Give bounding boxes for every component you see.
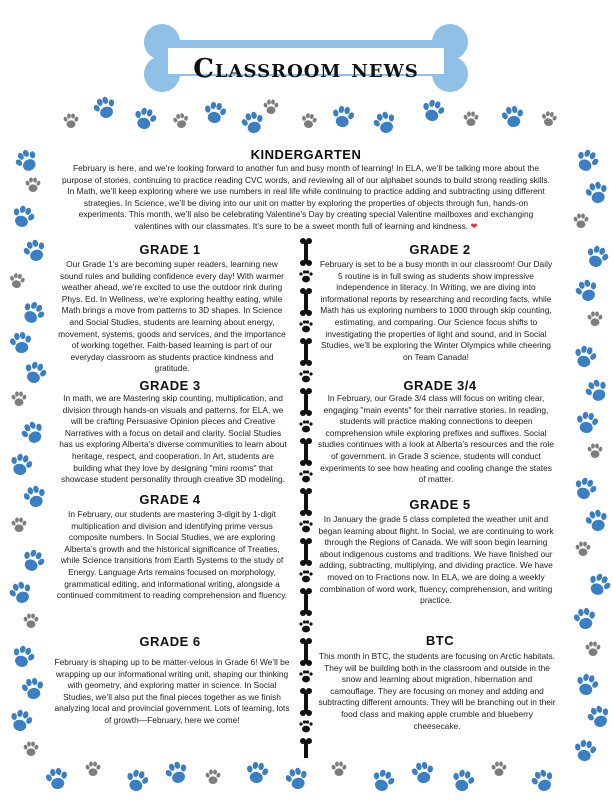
paw-print-icon	[10, 516, 28, 534]
paw-print-icon	[539, 109, 560, 130]
paw-print-icon	[22, 740, 40, 758]
grade-1-text: Our Grade 1’s are becoming super readers, learning new sound rules and building confidence every day! With warmer weather ahead, we’re excited to use the outdoor rink during Phys. Ed. In Wellness, we’re exploring healthy eating, while Math brings a move from patterns to 3D shapes. In Science and Social Studies, students are learning about energy, movement, systems, goods and services, and the importance of working together. Faith-based learning is part of our everyday classroom as students practice kindness and gratitude.	[58, 259, 286, 374]
paw-print-icon	[368, 106, 401, 139]
grade-4-text: In February, our students are mastering 3-digit by 1-digit multiplication and division and identifying prime versus composite numbers. In Social Studies, we are exploring Alberta’s growth and the historical significance of Treaties, while Science transitions from Earth Systems to the study of Energy. Language Arts remains focused on morphology, grammatical editing, and informational writing, alongside a continued commitment to reading comprehension and fluency.	[56, 509, 288, 601]
paw-print-icon	[121, 765, 153, 797]
grade-1-heading: GRADE 1	[139, 242, 201, 257]
paw-print-icon	[572, 212, 590, 230]
paw-print-icon	[299, 520, 312, 532]
paw-print-icon	[462, 110, 480, 128]
paw-print-icon	[572, 408, 602, 438]
paw-print-icon	[6, 328, 36, 358]
grade-2-text: February is set to be a busy month in our classroom! Our Daily 5 routine is in full swing as students show impressive independence in literacy. In Writing, we are diving into informational reports by researching and recording facts, while Math has us exploring numbers to 1000 through skip counting, estimating, and comparing. Our Science focus shifts to investigating the properties of light and sound, and in Social Studies, we’ll be exploring the Winter Olympics while cheering on Team Canada!	[319, 259, 553, 362]
paw-print-icon	[299, 420, 312, 432]
grade-6-text: February is shaping up to be matter-velous in Grade 6! We’ll be wrapping up our informational writing unit, shaping our thinking with geometry, and exploring matter in science. In Social Studies, we’ll also put the final pieces together as we finish analyzing local and provincial government. Lots of learning, lots of growth—February, here we come!	[54, 657, 290, 725]
paw-print-icon	[586, 310, 604, 328]
paw-print-icon	[299, 320, 312, 332]
btc-heading: BTC	[425, 633, 455, 648]
paw-print-icon	[586, 442, 604, 460]
paw-print-icon	[299, 270, 312, 282]
paw-print-icon	[24, 176, 42, 194]
paw-print-icon	[571, 669, 603, 701]
paw-print-icon	[16, 544, 51, 579]
paw-print-icon	[22, 612, 40, 630]
kindergarten-heading: KINDERGARTEN	[250, 147, 362, 162]
paw-print-icon	[570, 144, 605, 179]
paw-print-icon	[15, 295, 51, 331]
paw-print-icon	[330, 760, 348, 778]
paw-print-icon	[16, 416, 51, 451]
paw-print-icon	[570, 736, 600, 766]
grade-6-heading: GRADE 6	[139, 634, 201, 649]
paw-print-icon	[582, 568, 612, 603]
paw-print-icon	[242, 758, 272, 788]
bone-icon	[300, 738, 312, 758]
paw-print-icon	[328, 102, 358, 132]
paw-print-icon	[171, 111, 192, 132]
paw-print-icon	[526, 764, 559, 797]
heart-icon: ❤	[470, 220, 478, 231]
paw-print-icon	[88, 91, 121, 124]
paw-print-icon	[580, 374, 612, 409]
paw-print-icon	[299, 720, 312, 732]
paw-print-icon	[584, 640, 602, 658]
btc-text: This month in BTC, the students are focusing on Arctic habitats. They will be building both in the classroom and outside in the snow and learning about migration, hibernation and camouflage. They are focusing on money and adding and subtracting different amounts. They will be branching out in their food class and making apple crumble and blueberry cheesecake.	[318, 651, 556, 731]
paw-print-icon	[18, 234, 51, 267]
kindergarten-body: February is here, and we’re looking forward to another fun and busy month of learning! In ELA, we’ll be talking more about the purpose of stories, continuing to practice reading CVC words, and reviewing all of our alphabet sounds to build strong reading skills. In Math, we’ll keep exploring where we use numbers in real life while continuing to practice adding and subtracting using different strategies. In Science, we’ll be diving into our unit on matter by exploring the properties of objects through fun, hands-on experiments. This month, we’ll also be celebrating Valentine’s Day by creating special Valentine mailboxes and exchanging valentines with our classmates. It’s sure to be a sweet month full of learning and kindness.	[62, 163, 550, 231]
paw-print-icon	[366, 764, 399, 797]
bone-icon	[300, 688, 312, 716]
paw-print-icon	[6, 640, 39, 673]
bone-icon	[300, 538, 312, 566]
paw-print-icon	[568, 472, 601, 505]
grade-5-heading: GRADE 5	[409, 497, 471, 512]
bone-icon	[300, 588, 312, 616]
paw-print-icon	[299, 620, 312, 632]
paw-print-icon	[574, 540, 592, 558]
center-divider	[297, 238, 315, 758]
paw-print-icon	[18, 356, 51, 389]
bone-icon	[300, 638, 312, 666]
grade-3-text: In math, we are Mastering skip counting, multiplication, and division through hands-on visuals and patterns. for ELA, we will be crafting Persuasive Opinion pieces and Creative Narratives with a focus on detail and clarity. Social Studies has us exploring Alberta’s diverse communities to learn about heritage, respect, and cooperation. In Art, students are building what they love by designing "mini rooms" that showcase student personality through creative 3D modeling.	[59, 393, 287, 485]
bone-icon	[300, 288, 312, 316]
paw-print-icon	[18, 674, 48, 704]
paw-print-icon	[200, 98, 230, 128]
paw-print-icon	[204, 768, 222, 786]
paw-print-icon	[129, 103, 161, 135]
paw-print-icon	[498, 102, 528, 132]
paw-print-icon	[62, 112, 80, 130]
bone-icon	[300, 488, 312, 516]
paw-print-icon	[262, 98, 280, 116]
kindergarten-text	[62, 163, 550, 233]
paw-print-icon	[582, 700, 612, 733]
paw-print-icon	[569, 341, 601, 373]
paw-print-icon	[84, 760, 102, 778]
paw-print-icon	[5, 705, 37, 737]
paw-print-icon	[281, 763, 313, 795]
grade-3-4-text: In February, our Grade 3/4 class will focus on writing clear, engaging "main events" for their narrative stories. In reading, students will practice making connections to deepen comprehension while exploring prefixes and suffixes. Social studies continues with a look at Alberta’s resources and the role of government. in Grade 3 science, students will conduct experiments to see how heating and cooling change the states of matter.	[318, 393, 554, 485]
bone-icon	[300, 438, 312, 466]
paw-print-icon	[4, 576, 37, 609]
paw-print-icon	[299, 370, 312, 382]
paw-print-icon	[490, 760, 508, 778]
paw-print-icon	[299, 111, 320, 132]
paw-print-icon	[299, 570, 312, 582]
paw-print-icon	[299, 670, 312, 682]
grade-4-heading: GRADE 4	[139, 492, 201, 507]
paw-print-icon	[581, 177, 612, 209]
paw-print-icon	[160, 756, 193, 789]
grade-2-heading: GRADE 2	[409, 242, 471, 257]
paw-print-icon	[570, 604, 600, 634]
paw-print-icon	[7, 271, 28, 292]
paw-print-icon	[10, 390, 28, 408]
paw-print-icon	[299, 470, 312, 482]
paw-print-icon	[447, 765, 479, 797]
bone-icon	[300, 388, 312, 416]
paw-print-icon	[42, 764, 72, 794]
grade-3-4-heading: GRADE 3/4	[403, 378, 477, 393]
paw-print-icon	[408, 758, 438, 788]
paw-print-icon	[580, 240, 612, 273]
paw-print-icon	[5, 449, 37, 481]
paw-print-icon	[6, 200, 39, 233]
paw-print-icon	[19, 481, 51, 513]
bone-icon	[300, 338, 312, 366]
grade-5-text: In January the grade 5 class completed the weather unit and began learning about flight. In Social, we are continuing to work through the Regions of Canada. We will soon begin learning about indigenous customs and traditions. We have finished our adding, subtracting, multiplying, and dividing practice. We have moved on to Fractions now. In ELA, we are doing a weekly combination of word work, fluency, comprehension, and writing practice.	[318, 514, 554, 606]
paw-print-icon	[9, 143, 45, 179]
paw-print-icon	[417, 95, 449, 127]
paw-print-icon	[570, 274, 603, 307]
paw-print-icon	[581, 505, 612, 537]
grade-3-heading: GRADE 3	[139, 378, 201, 393]
page-title: Classroom news	[193, 54, 419, 84]
bone-icon	[300, 238, 312, 266]
